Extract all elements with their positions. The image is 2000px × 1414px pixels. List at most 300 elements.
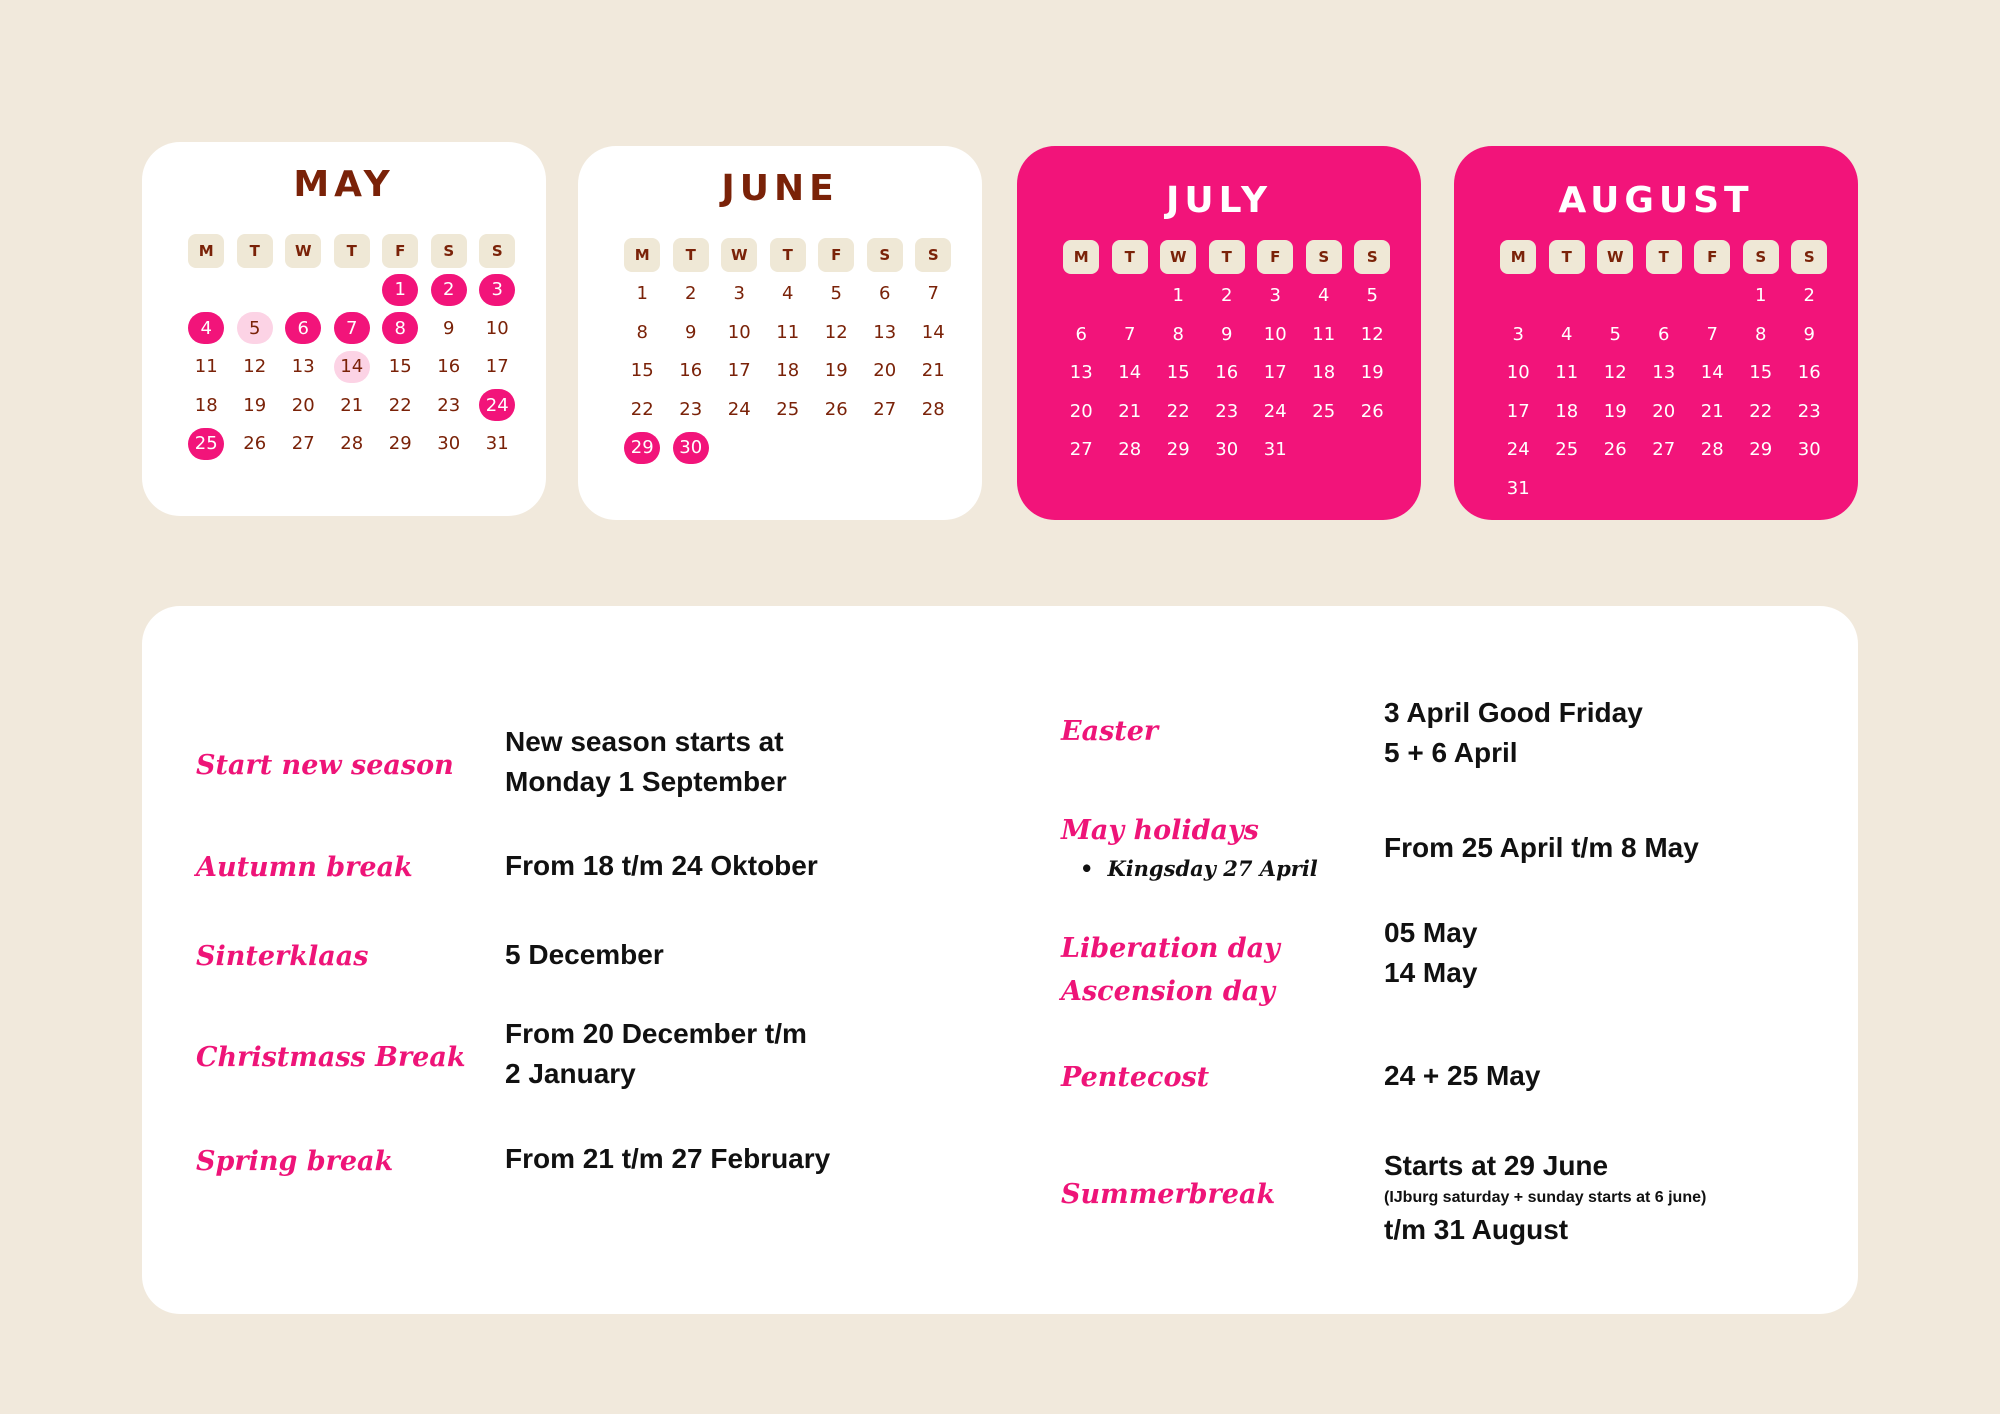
- bullet-text: Kingsday 27 April: [1107, 856, 1318, 881]
- calendar-day: [1057, 431, 1106, 470]
- value-easter: [1384, 693, 1643, 773]
- weekday-label: S: [1743, 240, 1779, 274]
- calendar-day: [473, 425, 522, 464]
- calendar-day: [715, 275, 764, 314]
- day-number: 11: [1555, 362, 1579, 384]
- calendar-day: [376, 348, 425, 387]
- day-number: 12: [824, 321, 848, 343]
- day-number: 16: [1797, 362, 1821, 384]
- calendar-day: [1203, 277, 1252, 316]
- day-number: 27: [1069, 439, 1093, 461]
- day-number: 25: [1555, 439, 1579, 461]
- day-number: 26: [243, 433, 267, 455]
- day-number: 2: [685, 283, 697, 305]
- calendar-day: [1543, 431, 1592, 470]
- calendar-day: [1591, 392, 1640, 431]
- calendar-day: [1543, 392, 1592, 431]
- empty-cell: [1106, 277, 1155, 316]
- value-line: 3 April Good Friday: [1384, 697, 1643, 728]
- calendar-day: [909, 390, 958, 429]
- empty-cell: [328, 271, 377, 310]
- day-number: 18: [194, 394, 218, 416]
- day-number: 31: [485, 433, 509, 455]
- calendar-day: [861, 275, 910, 314]
- calendar-day: [1251, 354, 1300, 393]
- day-number: 17: [485, 356, 509, 378]
- calendar-day: [909, 352, 958, 391]
- calendar-day: [1251, 392, 1300, 431]
- day-number: 8: [636, 321, 648, 343]
- weekday-header: [667, 236, 716, 275]
- weekday-label: T: [1209, 240, 1245, 274]
- day-number: 7: [334, 312, 370, 344]
- weekday-label: S: [1354, 240, 1390, 274]
- day-number: 21: [340, 394, 364, 416]
- day-number: 24: [1263, 400, 1287, 422]
- day-number: 6: [285, 312, 321, 344]
- day-number: 12: [243, 356, 267, 378]
- calendar-grid: [1494, 238, 1834, 508]
- day-number: 31: [1263, 439, 1287, 461]
- day-number: 14: [334, 351, 370, 383]
- calendar-day: [1348, 392, 1397, 431]
- value-line: From 20 December t/m: [505, 1018, 807, 1049]
- value-line: Monday 1 September: [505, 766, 787, 797]
- day-number: 10: [485, 317, 509, 339]
- calendar-day: [715, 390, 764, 429]
- value-line: 5 December: [505, 939, 664, 970]
- calendar-day: [182, 309, 231, 348]
- calendar-day: [1543, 354, 1592, 393]
- day-number: 12: [1360, 323, 1384, 345]
- calendar-day: [1785, 277, 1834, 316]
- day-number: 1: [1755, 285, 1767, 307]
- calendar-day: [1785, 431, 1834, 470]
- calendar-day: [909, 275, 958, 314]
- calendar-day: [1785, 315, 1834, 354]
- weekday-header: [1251, 238, 1300, 277]
- weekday-label: M: [624, 238, 660, 272]
- calendar-day: [812, 275, 861, 314]
- label-may-holidays: May holidays: [1061, 815, 1259, 846]
- day-number: 29: [1166, 439, 1190, 461]
- day-number: 27: [873, 398, 897, 420]
- empty-cell: [1591, 277, 1640, 316]
- weekday-header: [1203, 238, 1252, 277]
- calendar-may: [142, 142, 546, 516]
- weekday-header: [1057, 238, 1106, 277]
- calendar-day: [328, 386, 377, 425]
- calendar-day: [182, 425, 231, 464]
- empty-cell: [279, 271, 328, 310]
- value-line: From 25 April t/m 8 May: [1384, 832, 1699, 863]
- day-number: 26: [824, 398, 848, 420]
- day-number: 2: [431, 274, 467, 306]
- day-number: 15: [630, 360, 654, 382]
- day-number: 11: [776, 321, 800, 343]
- day-number: 25: [776, 398, 800, 420]
- calendar-day: [279, 386, 328, 425]
- day-number: 31: [1506, 477, 1530, 499]
- day-number: 6: [1075, 323, 1087, 345]
- calendar-day: [764, 313, 813, 352]
- day-number: 15: [388, 356, 412, 378]
- calendar-day: [1300, 354, 1349, 393]
- day-number: 7: [1706, 323, 1718, 345]
- weekday-label: M: [1500, 240, 1536, 274]
- calendar-day: [667, 429, 716, 468]
- day-number: 16: [679, 360, 703, 382]
- calendar-day: [1203, 354, 1252, 393]
- calendar-day: [425, 348, 474, 387]
- calendar-day: [182, 386, 231, 425]
- empty-cell: [1057, 277, 1106, 316]
- calendar-day: [1106, 431, 1155, 470]
- day-number: 19: [243, 394, 267, 416]
- calendar-day: [715, 313, 764, 352]
- day-number: 9: [1221, 323, 1233, 345]
- value-line: 14 May: [1384, 957, 1478, 988]
- calendar-day: [618, 352, 667, 391]
- value-line: Starts at 29 June: [1384, 1150, 1609, 1181]
- calendar-day: [1591, 354, 1640, 393]
- day-number: 29: [1749, 439, 1773, 461]
- calendar-day: [1785, 354, 1834, 393]
- day-number: 20: [291, 394, 315, 416]
- empty-cell: [1543, 277, 1592, 316]
- calendar-day: [1688, 431, 1737, 470]
- day-number: 8: [1755, 323, 1767, 345]
- calendar-day: [1785, 392, 1834, 431]
- calendar-day: [1348, 354, 1397, 393]
- day-number: 20: [873, 360, 897, 382]
- calendar-day: [861, 352, 910, 391]
- day-number: 29: [388, 433, 412, 455]
- calendar-day: [812, 313, 861, 352]
- day-number: 7: [927, 283, 939, 305]
- day-number: 27: [291, 433, 315, 455]
- day-number: 23: [1797, 400, 1821, 422]
- day-number: 29: [624, 432, 660, 464]
- calendar-day: [1154, 315, 1203, 354]
- calendar-day: [1106, 392, 1155, 431]
- day-number: 4: [188, 312, 224, 344]
- calendar-day: [473, 386, 522, 425]
- calendar-day: [231, 348, 280, 387]
- weekday-header: [812, 236, 861, 275]
- weekday-header: [1737, 238, 1786, 277]
- day-number: 24: [479, 389, 515, 421]
- day-number: 30: [673, 432, 709, 464]
- day-number: 17: [1263, 362, 1287, 384]
- weekday-header: [1640, 238, 1689, 277]
- weekday-label: T: [673, 238, 709, 272]
- day-number: 22: [1749, 400, 1773, 422]
- day-number: 18: [1312, 362, 1336, 384]
- day-number: 24: [1506, 439, 1530, 461]
- weekday-label: F: [382, 234, 418, 268]
- day-number: 3: [733, 283, 745, 305]
- label-summerbreak: Summerbreak: [1061, 1179, 1276, 1210]
- calendar-day: [1494, 392, 1543, 431]
- calendar-day: [667, 352, 716, 391]
- day-number: 4: [1318, 285, 1330, 307]
- weekday-label: W: [721, 238, 757, 272]
- value-christmas-break: [505, 1014, 807, 1094]
- day-number: 21: [921, 360, 945, 382]
- calendar-day: [1737, 277, 1786, 316]
- weekday-label: T: [1549, 240, 1585, 274]
- calendar-day: [764, 275, 813, 314]
- calendar-day: [764, 390, 813, 429]
- calendar-day: [376, 309, 425, 348]
- weekday-header: [764, 236, 813, 275]
- day-number: 23: [437, 394, 461, 416]
- calendar-day: [1737, 315, 1786, 354]
- weekday-header: [715, 236, 764, 275]
- day-number: 13: [1652, 362, 1676, 384]
- value-pentecost: [1384, 1056, 1540, 1096]
- calendar-day: [473, 271, 522, 310]
- day-number: 1: [382, 274, 418, 306]
- day-number: 16: [1215, 362, 1239, 384]
- calendar-grid: [182, 232, 522, 463]
- calendar-grid: [618, 236, 958, 467]
- month-title: JUNE: [721, 168, 839, 209]
- value-may-holidays: [1384, 828, 1699, 868]
- day-number: 3: [479, 274, 515, 306]
- day-number: 10: [727, 321, 751, 343]
- weekday-header: [1688, 238, 1737, 277]
- value-sinterklaas: [505, 935, 664, 975]
- value-line: 5 + 6 April: [1384, 737, 1518, 768]
- weekday-header: [618, 236, 667, 275]
- value-line: 2 January: [505, 1058, 636, 1089]
- calendar-day: [1494, 469, 1543, 508]
- label-start-new-season: Start new season: [196, 750, 454, 781]
- day-number: 18: [1555, 400, 1579, 422]
- calendar-day: [1251, 277, 1300, 316]
- month-title: MAY: [293, 164, 395, 205]
- weekday-header: [1348, 238, 1397, 277]
- day-number: 28: [921, 398, 945, 420]
- day-number: 21: [1700, 400, 1724, 422]
- day-number: 2: [1221, 285, 1233, 307]
- weekday-label: T: [1112, 240, 1148, 274]
- value-autumn-break: [505, 846, 818, 886]
- label-sinterklaas: Sinterklaas: [196, 941, 369, 972]
- empty-cell: [231, 271, 280, 310]
- calendar-day: [1057, 392, 1106, 431]
- calendar-day: [1348, 315, 1397, 354]
- bullet-kingsday: [1080, 856, 1318, 881]
- value-line: New season starts at: [505, 726, 784, 757]
- weekday-label: T: [770, 238, 806, 272]
- day-number: 20: [1652, 400, 1676, 422]
- weekday-label: S: [479, 234, 515, 268]
- calendar-day: [618, 429, 667, 468]
- calendar-day: [182, 348, 231, 387]
- calendar-day: [279, 348, 328, 387]
- calendar-day: [1737, 354, 1786, 393]
- day-number: 14: [1118, 362, 1142, 384]
- calendar-day: [1640, 354, 1689, 393]
- day-number: 8: [1172, 323, 1184, 345]
- value-line: t/m 31 August: [1384, 1214, 1569, 1245]
- calendar-day: [812, 390, 861, 429]
- day-number: 9: [685, 321, 697, 343]
- day-number: 12: [1603, 362, 1627, 384]
- calendar-day: [1106, 354, 1155, 393]
- bullet-dot-icon: •: [1080, 856, 1094, 881]
- calendar-day: [376, 271, 425, 310]
- calendar-day: [618, 275, 667, 314]
- day-number: 26: [1603, 439, 1627, 461]
- day-number: 10: [1263, 323, 1287, 345]
- weekday-label: F: [1694, 240, 1730, 274]
- calendar-grid: [1057, 238, 1397, 469]
- calendar-day: [328, 425, 377, 464]
- day-number: 22: [1166, 400, 1190, 422]
- calendar-day: [473, 309, 522, 348]
- empty-cell: [1494, 277, 1543, 316]
- calendar-day: [1300, 277, 1349, 316]
- calendar-day: [425, 425, 474, 464]
- value-line: 05 May: [1384, 917, 1478, 948]
- calendar-day: [1591, 315, 1640, 354]
- day-number: 25: [1312, 400, 1336, 422]
- day-number: 19: [824, 360, 848, 382]
- calendar-day: [1591, 431, 1640, 470]
- calendar-day: [667, 275, 716, 314]
- month-title: AUGUST: [1558, 180, 1754, 221]
- calendar-day: [1300, 392, 1349, 431]
- day-number: 30: [1215, 439, 1239, 461]
- calendar-day: [1688, 392, 1737, 431]
- calendar-day: [1688, 315, 1737, 354]
- day-number: 13: [1069, 362, 1093, 384]
- weekday-label: M: [188, 234, 224, 268]
- day-number: 19: [1360, 362, 1384, 384]
- weekday-label: W: [1160, 240, 1196, 274]
- calendar-day: [1348, 277, 1397, 316]
- calendar-day: [1154, 431, 1203, 470]
- weekday-label: W: [1597, 240, 1633, 274]
- weekday-label: W: [285, 234, 321, 268]
- empty-cell: [1640, 277, 1689, 316]
- value-spring-break: [505, 1139, 830, 1179]
- calendar-day: [861, 313, 910, 352]
- value-summerbreak: [1384, 1146, 1706, 1250]
- weekday-header: [909, 236, 958, 275]
- calendar-day: [1203, 392, 1252, 431]
- calendar-day: [1203, 315, 1252, 354]
- day-number: 11: [1312, 323, 1336, 345]
- calendar-day: [328, 309, 377, 348]
- calendar-day: [1688, 354, 1737, 393]
- day-number: 30: [437, 433, 461, 455]
- weekday-label: S: [1306, 240, 1342, 274]
- day-number: 5: [237, 312, 273, 344]
- day-number: 3: [1512, 323, 1524, 345]
- value-line: From 18 t/m 24 Oktober: [505, 850, 818, 881]
- month-title: JULY: [1165, 180, 1273, 221]
- calendar-day: [1494, 315, 1543, 354]
- day-number: 14: [1700, 362, 1724, 384]
- day-number: 4: [1561, 323, 1573, 345]
- empty-cell: [182, 271, 231, 310]
- value-liberation-ascension: [1384, 913, 1477, 993]
- day-number: 14: [921, 321, 945, 343]
- calendar-day: [1154, 392, 1203, 431]
- day-number: 28: [1118, 439, 1142, 461]
- calendar-august: [1454, 146, 1858, 520]
- calendar-june: [578, 146, 982, 520]
- calendar-day: [667, 313, 716, 352]
- weekday-header: [1300, 238, 1349, 277]
- day-number: 24: [727, 398, 751, 420]
- day-number: 28: [340, 433, 364, 455]
- calendar-day: [1057, 315, 1106, 354]
- label-liberation-day: Liberation day: [1061, 933, 1280, 964]
- day-number: 5: [1609, 323, 1621, 345]
- calendar-day: [376, 386, 425, 425]
- day-number: 9: [1803, 323, 1815, 345]
- calendar-day: [1203, 431, 1252, 470]
- day-number: 23: [679, 398, 703, 420]
- weekday-header: [231, 232, 280, 271]
- calendar-day: [473, 348, 522, 387]
- day-number: 17: [727, 360, 751, 382]
- calendar-day: [328, 348, 377, 387]
- calendar-day: [1543, 315, 1592, 354]
- day-number: 2: [1803, 285, 1815, 307]
- day-number: 20: [1069, 400, 1093, 422]
- calendar-day: [1251, 315, 1300, 354]
- weekday-label: M: [1063, 240, 1099, 274]
- day-number: 26: [1360, 400, 1384, 422]
- empty-cell: [1688, 277, 1737, 316]
- calendar-day: [909, 313, 958, 352]
- calendar-day: [425, 386, 474, 425]
- weekday-header: [1106, 238, 1155, 277]
- holiday-schedule-card: [142, 606, 1858, 1314]
- day-number: 17: [1506, 400, 1530, 422]
- day-number: 8: [382, 312, 418, 344]
- calendar-day: [1251, 431, 1300, 470]
- calendar-day: [279, 425, 328, 464]
- calendar-day: [618, 313, 667, 352]
- value-note: (IJburg saturday + sunday starts at 6 june): [1384, 1189, 1707, 1206]
- weekday-label: F: [1257, 240, 1293, 274]
- day-number: 13: [291, 356, 315, 378]
- label-christmas-break: Christmass Break: [196, 1042, 466, 1073]
- day-number: 4: [782, 283, 794, 305]
- calendar-day: [1640, 431, 1689, 470]
- calendar-day: [667, 390, 716, 429]
- calendar-day: [279, 309, 328, 348]
- weekday-header: [328, 232, 377, 271]
- calendar-day: [1300, 315, 1349, 354]
- calendar-day: [1494, 431, 1543, 470]
- label-easter: Easter: [1061, 716, 1159, 747]
- day-number: 5: [1366, 285, 1378, 307]
- weekday-label: T: [1646, 240, 1682, 274]
- day-number: 22: [388, 394, 412, 416]
- calendar-day: [1737, 392, 1786, 431]
- calendar-day: [1737, 431, 1786, 470]
- weekday-label: S: [915, 238, 951, 272]
